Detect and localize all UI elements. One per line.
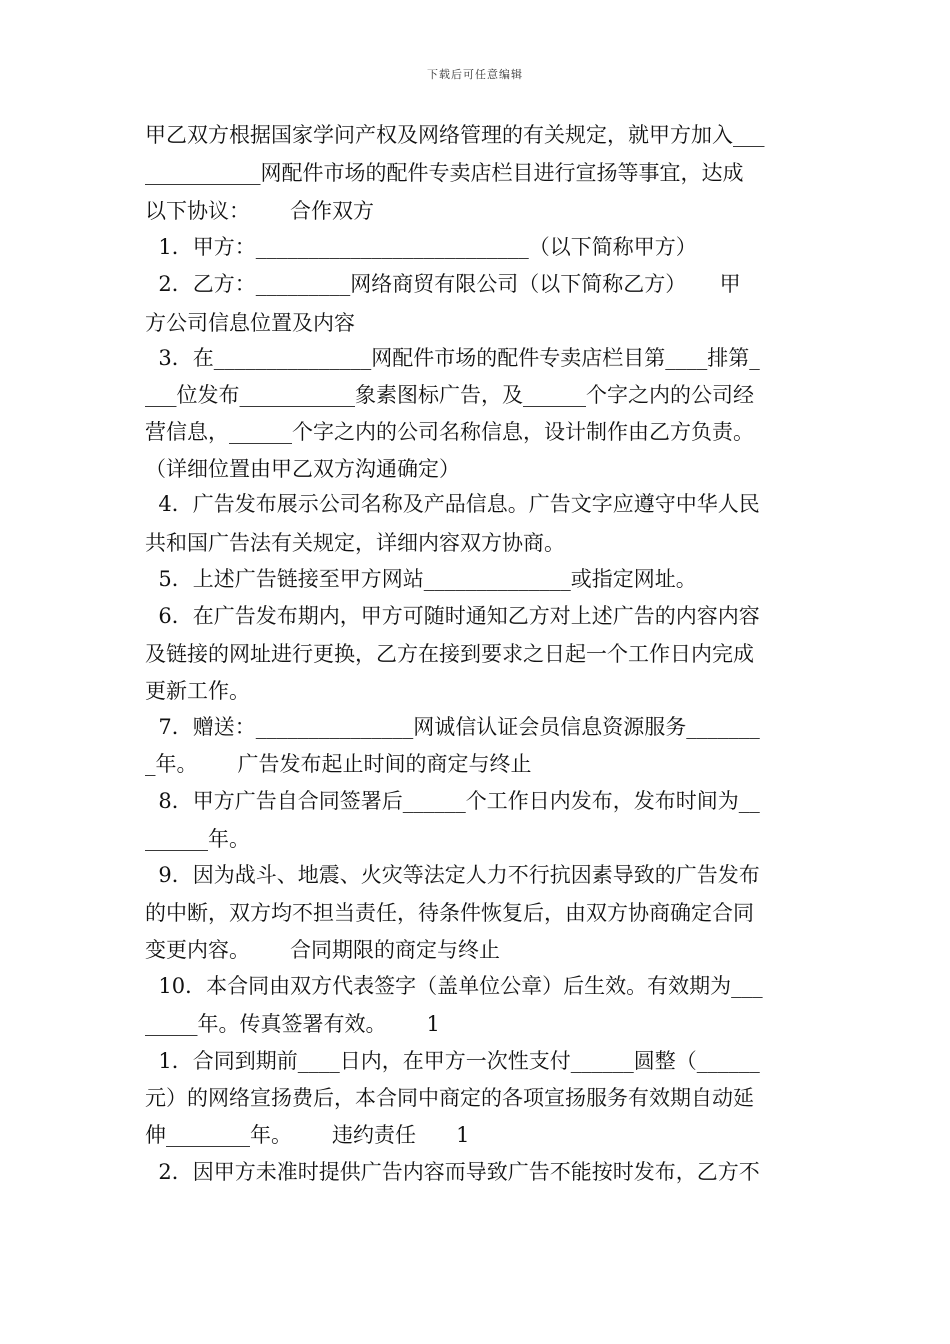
text-line: 的中断，双方均不担当责任，待条件恢复后，由双方协商确定合同 xyxy=(145,901,754,925)
text-line: 营信息，______个字之内的公司名称信息，设计制作由乙方负责。 xyxy=(145,420,754,444)
text-line: 8．甲方广告自合同签署后______个工作日内发布，发布时间为__ xyxy=(145,789,760,813)
text-line: 2．乙方：_________网络商贸有限公司（以下简称乙方） 甲 xyxy=(145,272,741,296)
text-line: _____年。传真签署有效。 1 xyxy=(145,1012,440,1036)
text-line: 伸________年。 违约责任 1 xyxy=(145,1123,470,1147)
text-line: ______年。 xyxy=(145,827,250,851)
text-line: 以下协议： 合作双方 xyxy=(145,199,375,223)
text-line: 9．因为战斗、地震、火灾等法定人力不行抗因素导致的广告发布 xyxy=(145,863,760,887)
text-line: 共和国广告法有关规定，详细内容双方协商。 xyxy=(145,531,565,555)
text-line: _年。 广告发布起止时间的商定与终止 xyxy=(145,752,532,776)
text-line: ___位发布___________象素图标广告，及______个字之内的公司经 xyxy=(145,383,754,407)
text-line: 方公司信息位置及内容 xyxy=(145,311,355,335)
text-line: 4．广告发布展示公司名称及产品信息。广告文字应遵守中华人民 xyxy=(145,492,760,516)
text-line: （详细位置由甲乙双方沟通确定） xyxy=(145,457,460,481)
text-line: 更新工作。 xyxy=(145,679,250,703)
text-line: 1．合同到期前____日内，在甲方一次性支付______圆整（______ xyxy=(145,1049,760,1073)
text-line: 6．在广告发布期内，甲方可随时通知乙方对上述广告的内容内容 xyxy=(145,604,760,628)
text-line: 及链接的网址进行更换，乙方在接到要求之日起一个工作日内完成 xyxy=(145,642,754,666)
text-line: 3．在_______________网配件市场的配件专卖店栏目第____排第_ xyxy=(145,346,760,370)
text-line: 7．赠送：_______________网诚信认证会员信息资源服务_______ xyxy=(145,715,760,739)
text-line: 5．上述广告链接至甲方网站______________或指定网址。 xyxy=(145,567,697,591)
text-line: 1．甲方：__________________________（以下简称甲方） xyxy=(145,235,697,259)
text-line: 变更内容。 合同期限的商定与终止 xyxy=(145,938,501,962)
text-line: 元）的网络宣扬费后，本合同中商定的各项宣扬服务有效期自动延 xyxy=(145,1086,754,1110)
text-line: 10．本合同由双方代表签字（盖单位公章）后生效。有效期为___ xyxy=(145,974,763,998)
text-line: 甲乙双方根据国家学问产权及网络管理的有关规定，就甲方加入___ xyxy=(145,123,765,147)
text-line: 2．因甲方未准时提供广告内容而导致广告不能按时发布，乙方不 xyxy=(145,1160,760,1184)
page-header: 下载后可任意编辑 xyxy=(427,68,523,81)
text-line: ___________网配件市场的配件专卖店栏目进行宣扬等事宜，达成 xyxy=(145,161,744,185)
